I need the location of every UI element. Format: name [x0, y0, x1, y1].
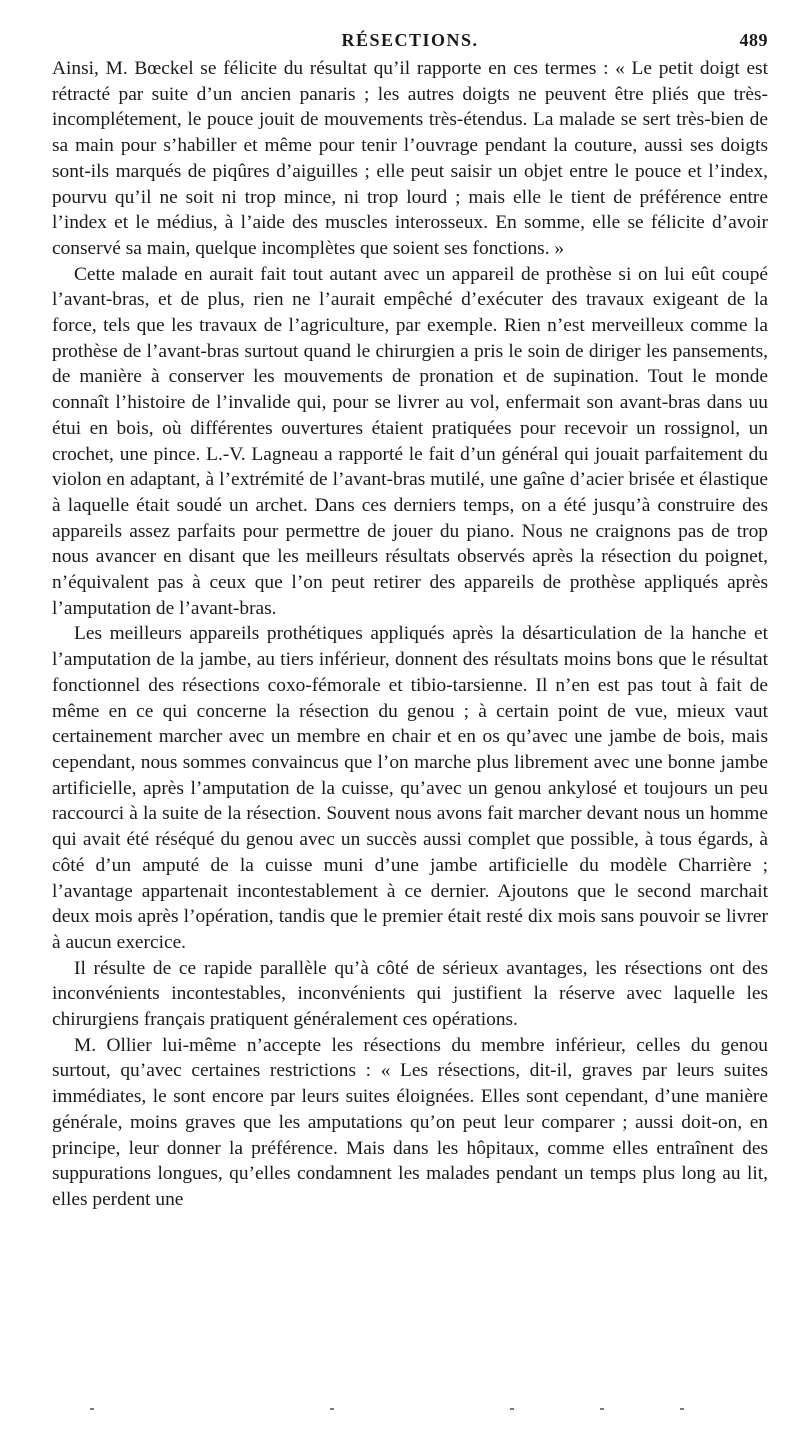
body-text: [52, 56, 768, 1213]
book-page: [52, 26, 768, 1213]
paragraph-4: Il résulte de ce rapide parallèle qu’à côté de sérieux avantages, les résections ont des inconvénients incontestables, inconvénients qui justifient la réserve avec laquelle les chirurgiens français pratiquent généralement ces opérations.: [52, 957, 768, 1031]
page-number: 489: [739, 30, 768, 50]
print-specks: [80, 1408, 740, 1418]
speck: [330, 1408, 334, 1410]
paragraph-5: M. Ollier lui-même n’accepte les résections du membre inférieur, celles du genou surtout, qu’avec certaines restrictions : « Les résections, dit-il, graves par leurs suites immédiates, le sont encore par leurs suites éloignées. Elles sont cependant, d’une manière générale, moins graves que les amputations qu’on peut leur comparer ; aussi doit-on, en principe, leur donner la préférence. Mais dans les hôpitaux, comme elles entraînent des suppurations longues, qu’elles condamnent les malades pendant un temps plus long au lit, elles perdent une: [52, 1034, 768, 1210]
speck: [510, 1408, 514, 1410]
paragraph-2: Cette malade en aurait fait tout autant avec un appareil de prothèse si on lui eût coupé l’avant-bras, et de plus, rien ne l’aurait empêché d’exécuter des travaux exigeant de la force, tels que les travaux de l’agriculture, par exemple. Rien n’est merveilleux comme la prothèse de l’avant-bras surtout quand le chirurgien a pris le soin de diriger les pansements, de manière à conserver les mouvements de pronation et de supination. Tout le monde connaît l’histoire de l’invalide qui, pour se livrer au vol, enfermait son avant-bras dans uu étui en bois, où différentes ouvertures étaient pratiquées pour recevoir un rossignol, un crochet, une pince. L.-V. Lagneau a rapporté le fait d’un général qui jouait parfaitement du violon en adaptant, à l’extrémité de l’avant-bras mutilé, une gaîne d’acier brisée et élastique à laquelle était soudé un archet. Dans ces derniers temps, on a été jusqu’à construire des appareils assez parfaits pour permettre de jouer du piano. Nous ne craignons pas de trop nous avancer en disant que les meilleurs résultats observés après la résection du poignet, n’équivalent pas à ceux que l’on peut retirer des appareils de prothèse appliqués après l’amputation de l’avant-bras.: [52, 263, 768, 619]
speck: [90, 1408, 94, 1410]
running-head: [52, 26, 768, 56]
paragraph-3: Les meilleurs appareils prothétiques appliqués après la désarticulation de la hanche et l’amputation de la jambe, au tiers inférieur, donnent des résultats moins bons que le résultat fonctionnel des résections coxo-fémorale et tibio-tarsienne. Il n’en est pas tout à fait de même en ce qui concerne la résection du genou ; à certain point de vue, mieux vaut certainement marcher avec un membre en chair et en os qu’avec une jambe de bois, mais cependant, nous sommes convaincus que l’on marche plus librement avec une bonne jambe artificielle, après l’amputation de la cuisse, qu’avec un genou ankylosé et toujours un peu raccourci à la suite de la résection. Souvent nous avons fait marcher devant nous un homme qui avait été réséqué du genou avec un succès aussi complet que possible, à tous égards, à côté d’un amputé de la cuisse muni d’une jambe artificielle du modèle Charrière ; l’avantage appartenait incontestablement à ce dernier. Ajoutons que le second marchait deux mois après l’opération, tandis que le premier était resté dix mois sans pouvoir se livrer à aucun exercice.: [52, 623, 768, 953]
paragraph-1: Ainsi, M. Bœckel se félicite du résultat qu’il rapporte en ces termes : « Le petit doigt est rétracté par suite d’un ancien panaris ; les autres doigts ne peuvent être pliés que très-incomplétement, le pouce jouit de mouvements très-étendus. La malade se sert très-bien de sa main pour s’habiller et même pour tenir l’ouvrage pendant la couture, aussi ses doigts sont-ils marqués de piqûres d’aiguilles ; elle peut saisir un objet entre le pouce et l’index, pourvu qu’il ne soit ni trop mince, ni trop lourd ; mais elle le tient de préférence entre l’index et le médius, à l’aide des muscles interosseux. En somme, elle se félicite d’avoir conservé sa main, quelque incomplètes que soient ses fonctions. »: [52, 58, 768, 259]
chapter-title: RÉSECTIONS.: [341, 30, 479, 50]
speck: [680, 1408, 684, 1410]
speck: [600, 1408, 604, 1410]
